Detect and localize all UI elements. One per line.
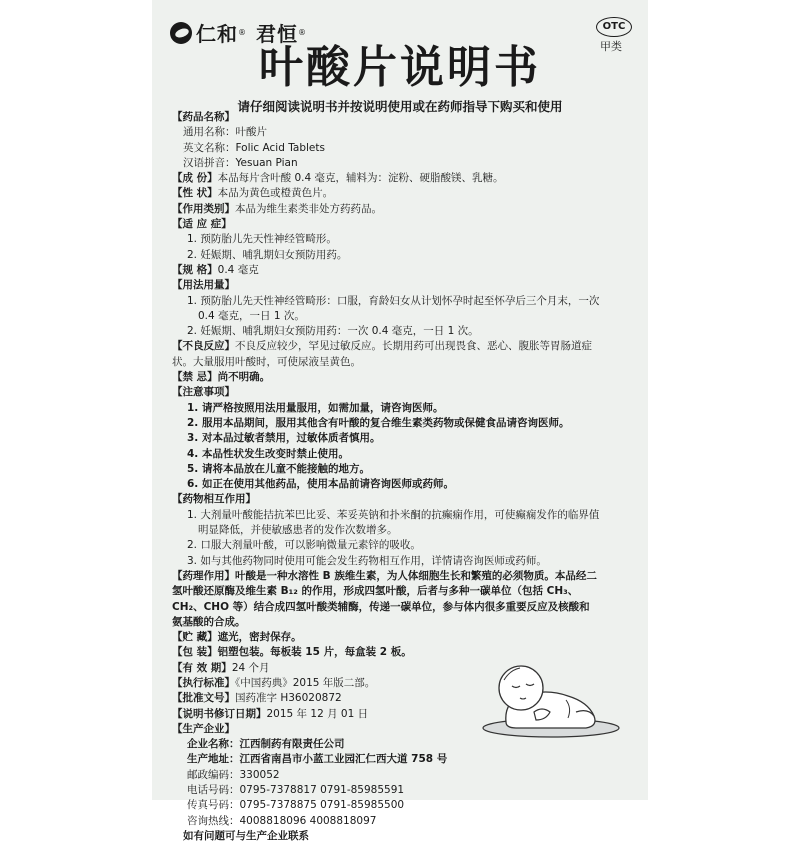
brand-name-renhe: 仁和 (196, 22, 238, 46)
section-indications: 【适 应 症】 (172, 218, 232, 231)
adverse-label: 【不良反应】 (172, 340, 235, 353)
section-precautions: 【注意事项】 (172, 386, 235, 399)
composition-text: 本品每片含叶酸 0.4 毫克，辅料为：淀粉、硬脂酸镁、乳糖。 (217, 172, 504, 185)
adverse-row (172, 339, 634, 354)
dosage-item-cont: 0.4 毫克，一日 1 次。 (198, 309, 305, 322)
registered-mark: ® (238, 28, 246, 37)
revision-text: 2015 年 12 月 01 日 (266, 707, 369, 720)
validity-text: 24 个月 (231, 661, 270, 674)
page-subtitle: 请仔细阅读说明书并按说明使用或在药师指导下购买和使用 (237, 99, 563, 114)
dosage-item: 2. 妊娠期、哺乳期妇女预防用药：一次 0.4 毫克，一日 1 次。 (187, 325, 479, 338)
generic-name: 通用名称：叶酸片 (183, 126, 267, 139)
spec-label: 【规 格】 (172, 263, 218, 276)
otc-badge: OTC (596, 17, 632, 37)
package-text: 铝塑包装。每板装 15 片，每盒装 2 板。 (217, 646, 412, 659)
package-label: 【包 装】 (172, 646, 218, 659)
approval-label: 【批准文号】 (172, 692, 235, 705)
validity-label: 【有 效 期】 (172, 661, 232, 674)
adverse-text: 不良反应较少，罕见过敏反应。长期用药可出现畏食、恶心、腹胀等胃肠道症 (235, 340, 592, 353)
manufacturer-address: 生产地址：江西省南昌市小蓝工业园汇仁西大道 758 号 (187, 753, 448, 766)
standard-label: 【执行标准】 (172, 676, 235, 689)
interaction-item: 1. 大剂量叶酸能拮抗苯巴比妥、苯妥英钠和扑米酮的抗癫痫作用，可使癫痫发作的临界值 (187, 508, 600, 521)
precaution-item: 1. 请严格按照用法用量服用，如需加量，请咨询医师。 (187, 401, 444, 414)
pinyin-name: 汉语拼音：Yesuan Pian (183, 156, 298, 169)
sleeping-baby-illustration (476, 650, 626, 740)
section-manufacturer: 【生产企业】 (172, 722, 235, 735)
precaution-item: 5. 请将本品放在儿童不能接触的地方。 (187, 462, 370, 475)
precaution-item: 3. 对本品过敏者禁用，过敏体质者慎用。 (187, 432, 381, 445)
manufacturer-phone: 电话号码：0795-7378817 0791-85985591 (187, 784, 405, 797)
character-text: 本品为黄色或橙黄色片。 (217, 187, 334, 200)
storage-text: 遮光，密封保存。 (217, 631, 302, 644)
spec-row (172, 263, 634, 278)
category-text: 本品为维生素类非处方药药品。 (235, 202, 382, 215)
adverse-text-cont: 状。大量服用叶酸时，可使尿液呈黄色。 (172, 355, 361, 368)
contraindications-label: 【禁 忌】 (172, 371, 218, 384)
character-row (172, 186, 634, 201)
storage-label: 【贮 藏】 (172, 631, 218, 644)
manufacturer-hotline: 咨询热线：4008818096 4008818097 (187, 814, 377, 827)
category-row (172, 202, 634, 217)
spec-text: 0.4 毫克 (217, 263, 259, 276)
category-label: 【作用类别】 (172, 202, 235, 215)
manufacturer-company: 企业名称：江西制药有限责任公司 (187, 738, 345, 751)
pharmacology-row (172, 569, 634, 584)
precaution-item: 2. 服用本品期间，服用其他含有叶酸的复合维生素类药物或保健食品请咨询医师。 (187, 416, 570, 429)
composition-row (172, 171, 634, 186)
pharmacology-label: 【药理作用】 (172, 569, 235, 582)
composition-label: 【成 份】 (172, 172, 218, 185)
approval-text: 国药准字 H36020872 (235, 692, 342, 705)
manufacturer-contact: 如有问题可与生产企业联系 (183, 829, 309, 842)
section-dosage: 【用法用量】 (172, 279, 235, 292)
contraindications-row (172, 370, 634, 385)
revision-label: 【说明书修订日期】 (172, 707, 267, 720)
registered-mark: ® (298, 28, 306, 37)
standard-text: 《中国药典》2015 年版二部。 (235, 676, 376, 689)
manufacturer-fax: 传真号码：0795-7378875 0791-85985500 (187, 799, 405, 812)
indication-item: 2. 妊娠期、哺乳期妇女预防用药。 (187, 248, 348, 261)
section-interactions: 【药物相互作用】 (172, 493, 256, 506)
interaction-item-cont: 明显降低，并使敏感患者的发作次数增多。 (198, 524, 398, 537)
pharmacology-text-cont: 氨基酸的合成。 (172, 615, 246, 628)
pharmacology-text-cont: 氢叶酸还原酶及维生素 B₁₂ 的作用，形成四氢叶酸，后者与多种一碳单位（包括 CH₃、 (172, 585, 579, 598)
precaution-item: 4. 本品性状发生改变时禁止使用。 (187, 447, 349, 460)
english-name: 英文名称：Folic Acid Tablets (183, 141, 325, 154)
interaction-item: 2. 口服大剂量叶酸，可以影响微量元素锌的吸收。 (187, 539, 421, 552)
pharmacology-text-cont: CH₂、CHO 等）结合成四氢叶酸类辅酶，传递一碳单位，参与体内很多重要反应及核酸和 (172, 600, 590, 613)
indication-item: 1. 预防胎儿先天性神经管畸形。 (187, 233, 337, 246)
pharmacology-text: 叶酸是一种水溶性 B 族维生素，为人体细胞生长和繁殖的必须物质。本品经二 (235, 569, 597, 582)
interaction-item: 3. 如与其他药物同时使用可能会发生药物相互作用，详情请咨询医师或药师。 (187, 554, 547, 567)
character-label: 【性 状】 (172, 187, 218, 200)
precaution-item: 6. 如正在使用其他药品，使用本品前请咨询医师或药师。 (187, 478, 454, 491)
storage-row (172, 630, 634, 645)
contraindications-text: 尚不明确。 (217, 371, 271, 384)
section-drug-name: 【药品名称】 (172, 111, 235, 123)
otc-category: 甲类 (600, 40, 622, 53)
manufacturer-postcode: 邮政编码：330052 (187, 768, 280, 781)
page-title: 叶酸片说明书 (259, 42, 541, 93)
brand-name-junheng: 君恒 (256, 22, 298, 46)
dosage-item: 1. 预防胎儿先天性神经管畸形：口服，育龄妇女从计划怀孕时起至怀孕后三个月末，一次 (187, 294, 600, 307)
